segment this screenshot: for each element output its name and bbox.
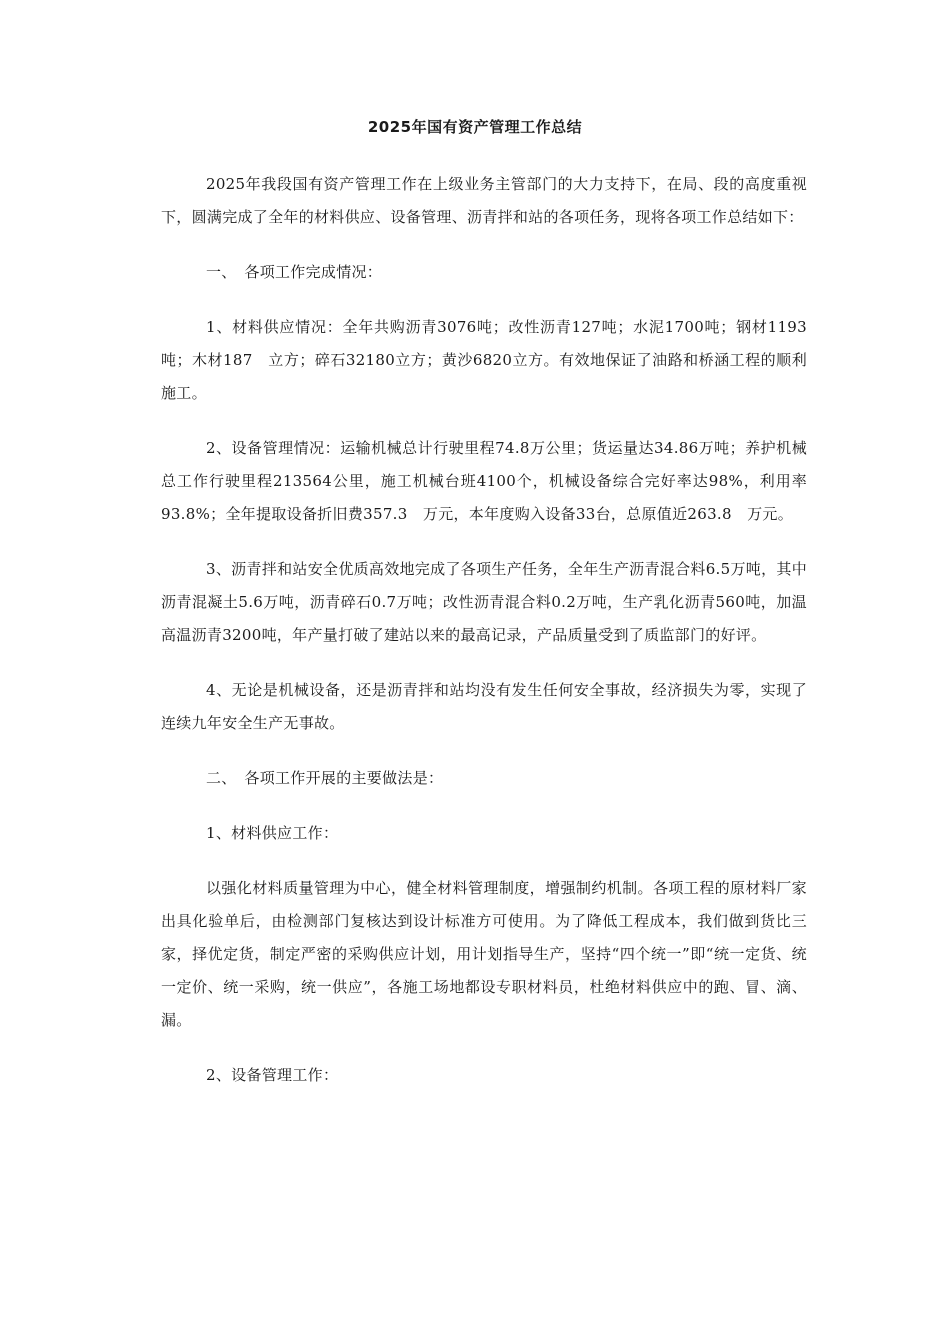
document-body (161, 168, 807, 1114)
materials-work-paragraph: 以强化材料质量管理为中心，健全材料管理制度，增强制约机制。各项工程的原材料厂家出具化验单后，由检测部门复核达到设计标准方可使用。为了降低工程成本，我们做到货比三家，择优定货，制定严密的采购供应计划，用计划指导生产，坚持“四个统一”即“统一定货、统一定价、统一采购，统一供应”，各施工场地都设专职材料员，杜绝材料供应中的跑、冒、滴、漏。 (161, 879, 807, 1029)
document-title: 2025年国有资产管理工作总结 (367, 118, 583, 136)
safety-paragraph: 4、无论是机械设备，还是沥青拌和站均没有发生任何安全事故，经济损失为零，实现了连续九年安全生产无事故。 (161, 681, 807, 732)
asphalt-station-paragraph: 3、沥青拌和站安全优质高效地完成了各项生产任务，全年生产沥青混合料6.5万吨，其中沥青混凝土5.6万吨，沥青碎石0.7万吨；改性沥青混合料0.2万吨，生产乳化沥青560吨，加温高温沥青3200吨，年产量打破了建站以来的最高记录，产品质量受到了质监部门的好评。 (161, 560, 807, 644)
subheading-equipment-work: 2、设备管理工作： (206, 1066, 339, 1084)
section-heading-1: 一、 各项工作完成情况： (206, 263, 383, 281)
intro-paragraph: 2025年我段国有资产管理工作在上级业务主管部门的大力支持下，在局、段的高度重视下，圆满完成了全年的材料供应、设备管理、沥青拌和站的各项任务，现将各项工作总结如下： (161, 175, 807, 226)
subheading-materials-work: 1、材料供应工作： (206, 824, 339, 842)
section-heading-2: 二、 各项工作开展的主要做法是： (206, 769, 444, 787)
materials-supply-paragraph: 1、材料供应情况：全年共购沥青3076吨；改性沥青127吨；水泥1700吨；钢材1193吨；木材187 立方；碎石32180立方；黄沙6820立方。有效地保证了油路和桥涵工程的顺利施工。 (161, 318, 807, 402)
equipment-management-paragraph: 2、设备管理情况：运输机械总计行驶里程74.8万公里；货运量达34.86万吨；养护机械总工作行驶里程213564公里，施工机械台班4100个，机械设备综合完好率达98%，利用率93.8%；全年提取设备折旧费357.3 万元，本年度购入设备33台，总原值近263.8 万元。 (161, 439, 807, 523)
